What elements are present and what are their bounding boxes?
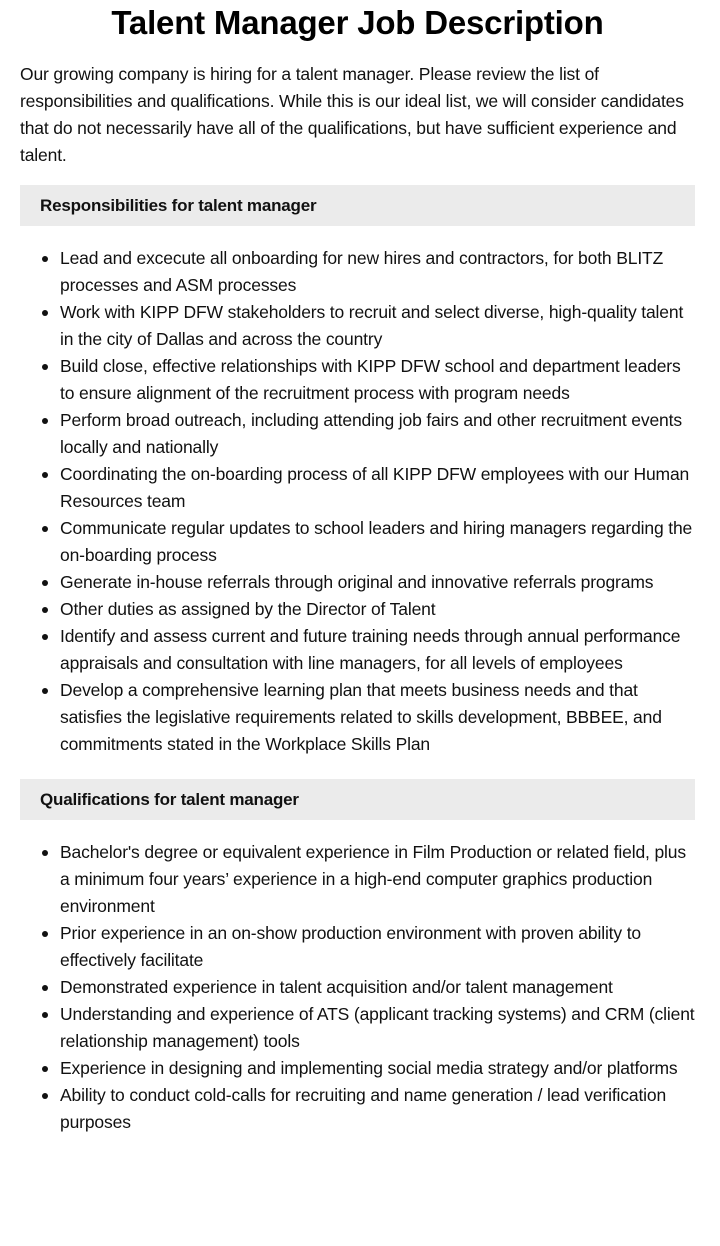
bullet-icon <box>42 1093 48 1099</box>
list-item <box>60 245 695 299</box>
list-item <box>60 1001 695 1055</box>
list-item-text: Generate in-house referrals through original and innovative referrals programs <box>60 572 654 592</box>
bullet-icon <box>42 931 48 937</box>
bullet-icon <box>42 985 48 991</box>
bullet-icon <box>42 1012 48 1018</box>
bullet-icon <box>42 472 48 478</box>
list-item <box>60 569 695 596</box>
list-item-text: Other duties as assigned by the Director of Talent <box>60 599 436 619</box>
list-item-text: Communicate regular updates to school leaders and hiring managers regarding the on-boarding process <box>60 518 693 565</box>
intro-paragraph: Our growing company is hiring for a talent manager. Please review the list of responsibilities and qualifications. While this is our ideal list, we will consider candidates that do not necessarily have all of the qualifications, but have sufficient experience and talent. <box>20 64 684 165</box>
list-item <box>60 1055 695 1082</box>
list-item-text: Prior experience in an on-show production environment with proven ability to effectively facilitate <box>60 923 642 970</box>
list-item <box>60 839 695 920</box>
list-item <box>60 461 695 515</box>
bullet-icon <box>42 634 48 640</box>
list-item <box>60 974 695 1001</box>
bullet-icon <box>42 256 48 262</box>
bullet-icon <box>42 850 48 856</box>
qualifications-section-header <box>20 779 695 820</box>
responsibilities-section-header <box>20 185 695 226</box>
list-item-text: Build close, effective relationships with KIPP DFW school and department leaders to ensure alignment of the recruitment process with program needs <box>60 356 681 403</box>
bullet-icon <box>42 607 48 613</box>
bullet-icon <box>42 688 48 694</box>
list-item-text: Work with KIPP DFW stakeholders to recruit and select diverse, high-quality talent in the city of Dallas and across the country <box>60 302 684 349</box>
page-title: Talent Manager Job Description <box>111 4 604 41</box>
bullet-icon <box>42 580 48 586</box>
list-item-text: Perform broad outreach, including attending job fairs and other recruitment events locally and nationally <box>60 410 682 457</box>
list-item-text: Understanding and experience of ATS (applicant tracking systems) and CRM (client relationship management) tools <box>60 1004 695 1051</box>
list-item-text: Coordinating the on-boarding process of all KIPP DFW employees with our Human Resources team <box>60 464 690 511</box>
list-item-text: Identify and assess current and future training needs through annual performance appraisals and consultation with line managers, for all levels of employees <box>60 626 681 673</box>
list-item <box>60 515 695 569</box>
list-item <box>60 596 695 623</box>
qualifications-heading: Qualifications for talent manager <box>40 789 299 809</box>
bullet-icon <box>42 418 48 424</box>
list-item <box>60 1082 695 1136</box>
bullet-icon <box>42 526 48 532</box>
bullet-icon <box>42 1066 48 1072</box>
list-item <box>60 407 695 461</box>
list-item-text: Lead and excecute all onboarding for new hires and contractors, for both BLITZ processes and ASM processes <box>60 248 664 295</box>
bullet-icon <box>42 364 48 370</box>
list-item-text: Bachelor's degree or equivalent experience in Film Production or related field, plus a minimum four years’ experience in a high-end computer graphics production environment <box>60 842 686 916</box>
list-item <box>60 353 695 407</box>
list-item-text: Demonstrated experience in talent acquisition and/or talent management <box>60 977 613 997</box>
responsibilities-heading: Responsibilities for talent manager <box>40 195 317 215</box>
list-item <box>60 920 695 974</box>
list-item <box>60 677 695 758</box>
list-item-text: Ability to conduct cold-calls for recruiting and name generation / lead verification purposes <box>60 1085 667 1132</box>
responsibilities-list <box>20 245 695 758</box>
list-item <box>60 299 695 353</box>
list-item-text: Develop a comprehensive learning plan that meets business needs and that satisfies the legislative requirements related to skills development, BBBEE, and commitments stated in the Workplace Skills Plan <box>60 680 662 754</box>
bullet-icon <box>42 310 48 316</box>
list-item-text: Experience in designing and implementing social media strategy and/or platforms <box>60 1058 678 1078</box>
qualifications-list <box>20 839 695 1136</box>
section-spacer <box>20 758 695 763</box>
list-item <box>60 623 695 677</box>
